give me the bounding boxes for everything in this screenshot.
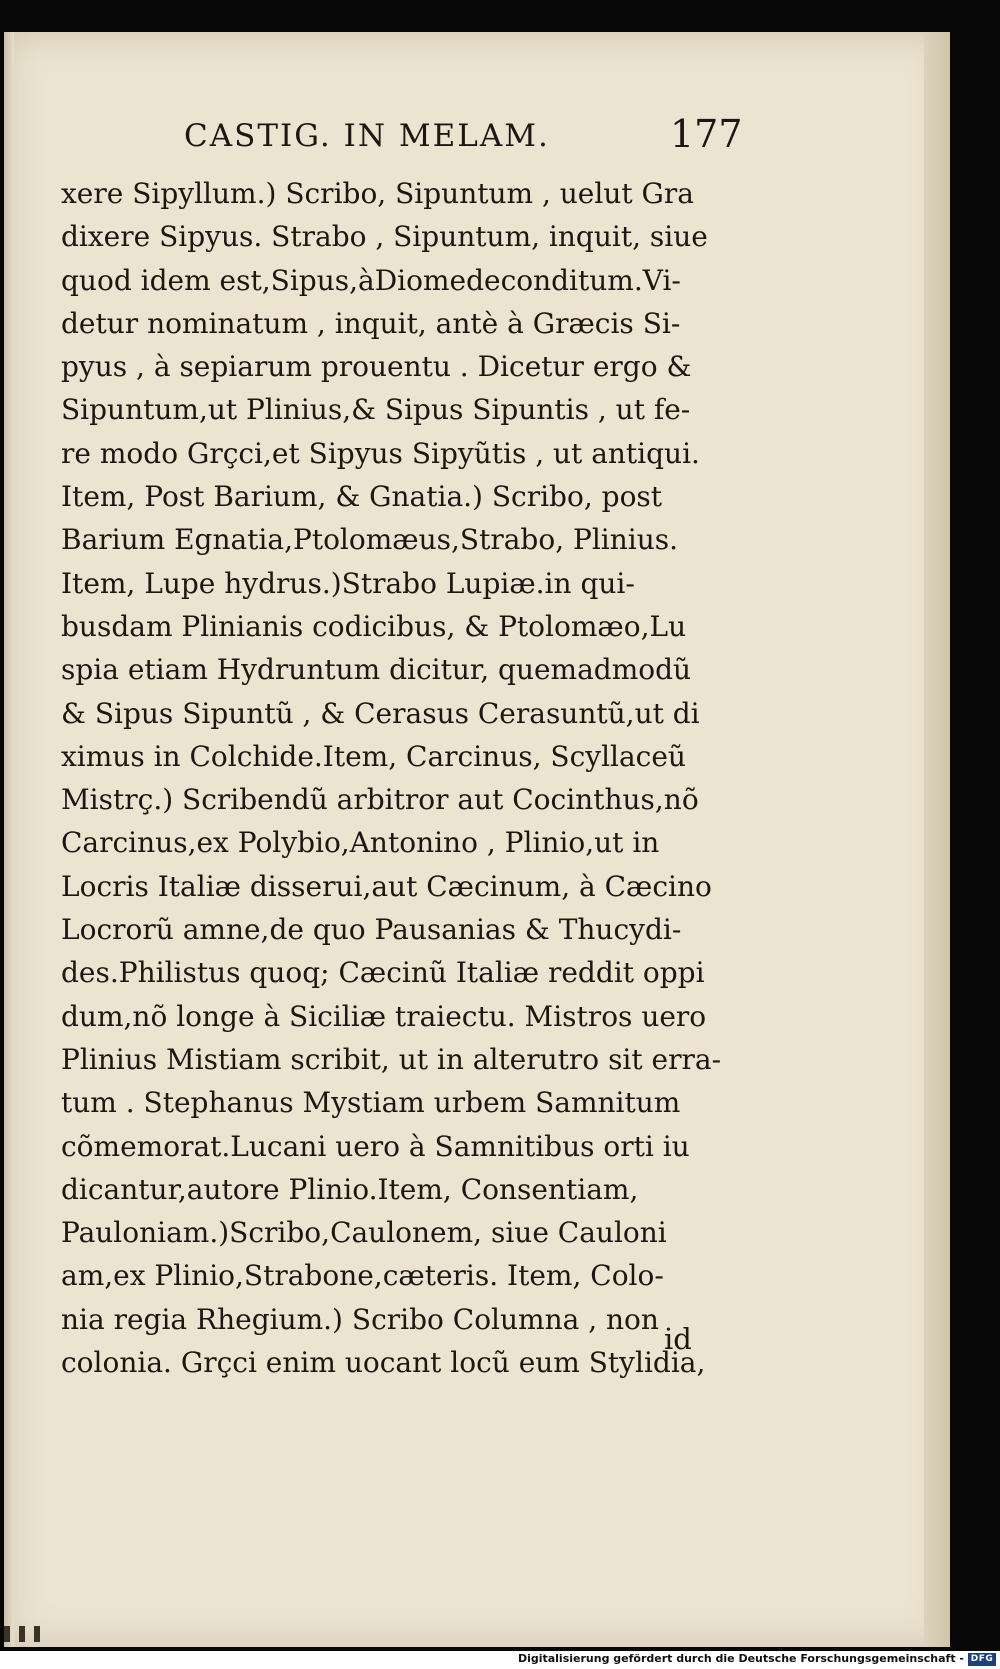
footer-credit: Digitalisierung gefördert durch die Deutsche Forschungsgemeinschaft - bbox=[517, 1652, 964, 1665]
text-line: Locris Italiæ disserui,aut Cæcinum, à Cæcino bbox=[61, 869, 712, 903]
text-line: busdam Plinianis codicibus, & Ptolomæo,Lu bbox=[61, 609, 687, 643]
running-head: CASTIG. IN MELAM. bbox=[184, 118, 550, 154]
text-line: Plinius Mistiam scribit, ut in alterutro sit erra- bbox=[61, 1042, 722, 1076]
book-page bbox=[4, 32, 950, 1647]
text-line: dicantur,autore Plinio.Item, Consentiam, bbox=[61, 1172, 639, 1206]
text-line: & Sipus Sipuntũ , & Cerasus Cerasuntũ,ut di bbox=[61, 696, 700, 730]
catchword: id bbox=[664, 1322, 692, 1356]
text-line: quod idem est,Sipus,àDiomedeconditum.Vi- bbox=[61, 263, 681, 297]
text-line: Sipuntum,ut Plinius,& Sipus Sipuntis , ut fe- bbox=[61, 393, 691, 427]
body-text bbox=[61, 172, 756, 1384]
text-line: Item, Post Barium, & Gnatia.) Scribo, post bbox=[61, 480, 663, 514]
text-line: nia regia Rhegium.) Scribo Columna , non bbox=[61, 1302, 659, 1336]
binding-marks bbox=[4, 1626, 84, 1644]
text-line: ximus in Colchide.Item, Carcinus, Scyllaceũ bbox=[61, 739, 686, 773]
text-line: colonia. Grçci enim uocant locũ eum Stylidia, bbox=[61, 1346, 706, 1380]
text-line: dixere Sipyus. Strabo , Sipuntum, inquit, siue bbox=[61, 220, 708, 254]
text-line: re modo Grçci,et Sipyus Sipyũtis , ut antiqui. bbox=[61, 436, 700, 470]
page-number: 177 bbox=[670, 112, 743, 156]
text-line: spia etiam Hydruntum dicitur, quemadmodũ bbox=[61, 653, 692, 687]
text-line: Locrorũ amne,de quo Pausanias & Thucydi- bbox=[61, 913, 682, 947]
text-line: am,ex Plinio,Strabone,cæteris. Item, Colo- bbox=[61, 1259, 664, 1293]
text-line: xere Sipyllum.) Scribo, Sipuntum , uelut Gra bbox=[61, 177, 694, 210]
text-line: Mistrç.) Scribendũ arbitror aut Cocinthus,nõ bbox=[61, 783, 699, 817]
text-line: Item, Lupe hydrus.)Strabo Lupiæ.in qui- bbox=[61, 566, 635, 600]
text-line: des.Philistus quoq; Cæcinũ Italiæ reddit oppi bbox=[61, 956, 705, 990]
gutter-shadow bbox=[4, 32, 14, 1647]
text-line: Carcinus,ex Polybio,Antonino , Plinio,ut in bbox=[61, 826, 660, 860]
text-line: detur nominatum , inquit, antè à Græcis Si- bbox=[61, 306, 681, 340]
text-line: cõmemorat.Lucani uero à Samnitibus orti iu bbox=[61, 1129, 690, 1163]
digitization-footer bbox=[0, 1651, 1000, 1669]
page-header bbox=[4, 112, 950, 168]
text-line: tum . Stephanus Mystiam urbem Samnitum bbox=[61, 1086, 681, 1120]
text-line: pyus , à sepiarum prouentu . Dicetur ergo & bbox=[61, 350, 692, 384]
text-line: dum,nõ longe à Siciliæ traiectu. Mistros uero bbox=[61, 999, 707, 1033]
text-line: Barium Egnatia,Ptolomæus,Strabo, Plinius. bbox=[61, 523, 679, 557]
dfg-logo-icon: DFG bbox=[968, 1653, 996, 1666]
page-edge bbox=[924, 32, 950, 1647]
text-line: Pauloniam.)Scribo,Caulonem, siue Cauloni bbox=[61, 1216, 667, 1250]
